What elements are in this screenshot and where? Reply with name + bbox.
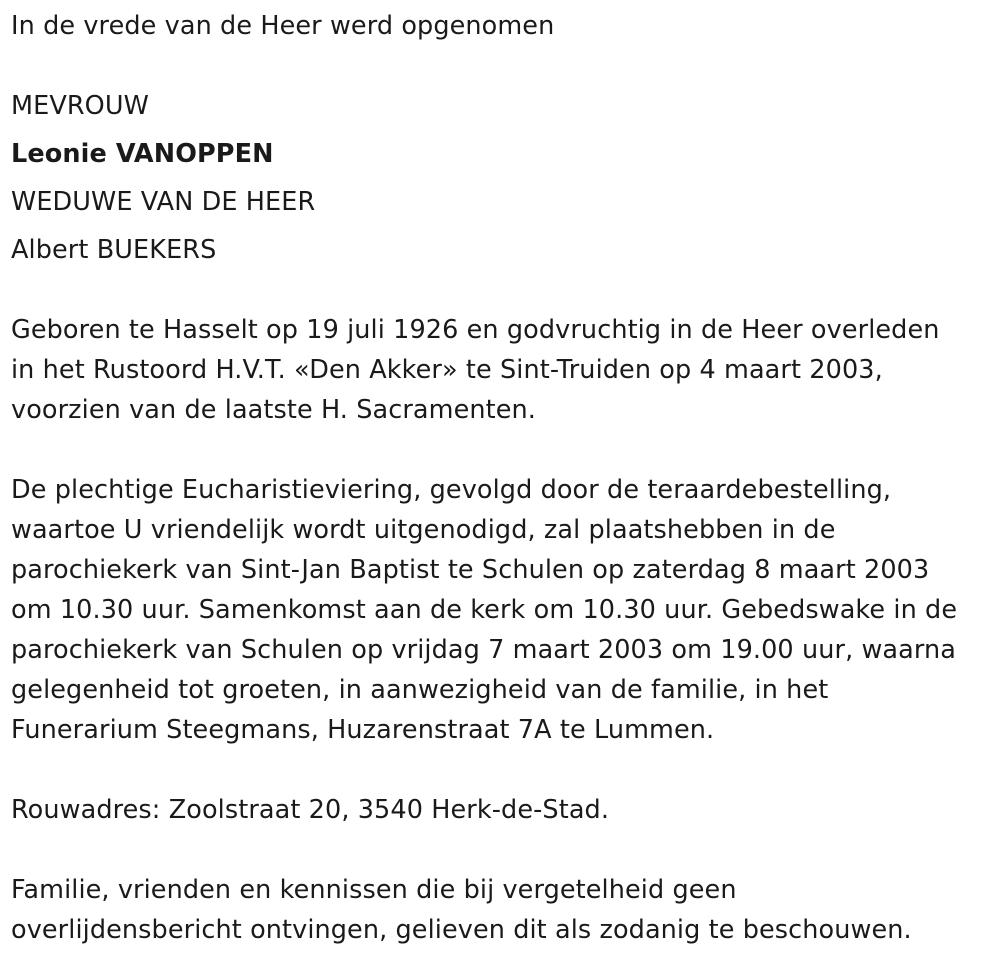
ceremony-line: parochiekerk van Sint-Jan Baptist te Schulen op zaterdag 8 maart 2003 — [11, 555, 930, 585]
mourning-address: Rouwadres: Zoolstraat 20, 3540 Herk-de-Stad. — [11, 795, 610, 825]
title-text: MEVROUW — [11, 91, 149, 121]
ceremony-line: gelegenheid tot groeten, in aanwezigheid van de familie, in het — [11, 675, 829, 705]
intro-text: In de vrede van de Heer werd opgenomen — [11, 11, 555, 41]
birth-line: Geboren te Hasselt op 19 juli 1926 en godvruchtig in de Heer overleden — [11, 315, 940, 345]
ceremony-line: waartoe U vriendelijk wordt uitgenodigd, zal plaatshebben in de — [11, 515, 836, 545]
ceremony-paragraph — [11, 470, 996, 750]
husband-name: Albert BUEKERS — [11, 235, 217, 265]
notice-line: Familie, vrienden en kennissen die bij vergetelheid geen — [11, 875, 737, 905]
notice-line: overlijdensbericht ontvingen, gelieven dit als zodanig te beschouwen. — [11, 915, 912, 945]
ceremony-line: De plechtige Eucharistieviering, gevolgd door de teraardebestelling, — [11, 475, 892, 505]
birth-line: voorzien van de laatste H. Sacramenten. — [11, 395, 537, 425]
ceremony-line: om 10.30 uur. Samenkomst aan de kerk om 10.30 uur. Gebedswake in de — [11, 595, 958, 625]
address-paragraph — [11, 790, 996, 830]
notice-paragraph — [11, 870, 996, 950]
birth-paragraph — [11, 310, 996, 430]
birth-line: in het Rustoord H.V.T. «Den Akker» te Sint-Truiden op 4 maart 2003, — [11, 355, 883, 385]
deceased-name: Leonie VANOPPEN — [11, 139, 274, 169]
widow-of-text: WEDUWE VAN DE HEER — [11, 187, 316, 217]
ceremony-line: Funerarium Steegmans, Huzarenstraat 7A te Lummen. — [11, 715, 715, 745]
ceremony-line: parochiekerk van Schulen op vrijdag 7 maart 2003 om 19.00 uur, waarna — [11, 635, 957, 665]
